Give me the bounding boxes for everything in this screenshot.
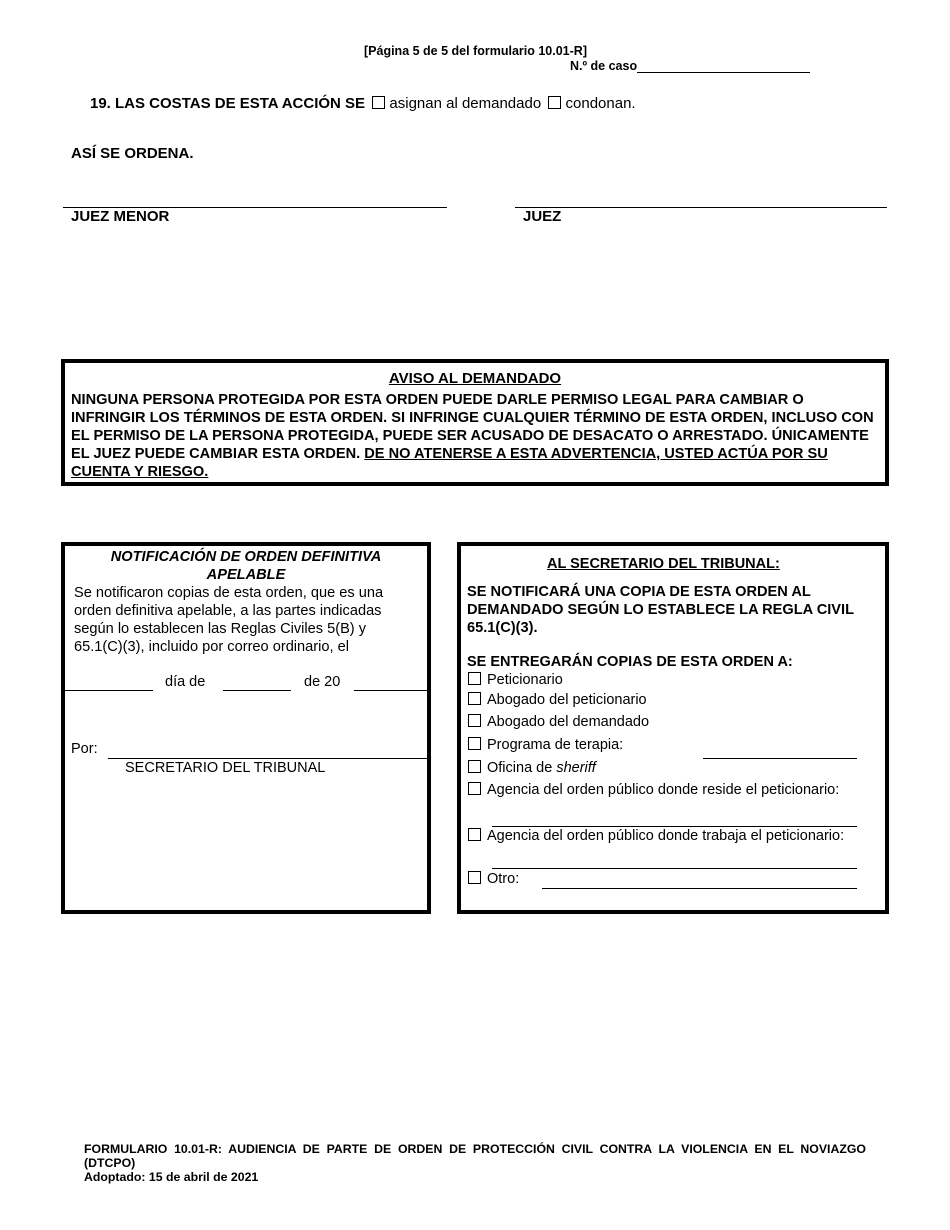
case-number-label: N.º de caso <box>570 59 638 73</box>
costs-waived-label: condonan. <box>565 95 636 112</box>
copy-recipient-other <box>468 871 519 887</box>
by-label: Por: <box>71 741 98 757</box>
work-police-checkbox[interactable] <box>468 828 481 841</box>
work-police-label: Agencia del orden público donde trabaja el peticionario: <box>487 828 845 844</box>
final-order-notice-box <box>61 542 431 914</box>
magistrate-label: JUEZ MENOR <box>71 208 170 225</box>
residence-police-checkbox[interactable] <box>468 782 481 795</box>
work-police-field[interactable] <box>492 868 857 869</box>
notice-box <box>61 359 889 486</box>
counseling-checkbox[interactable] <box>468 737 481 750</box>
form-title: FORMULARIO 10.01-R: AUDIENCIA DE PARTE DE ORDEN DE PROTECCIÓN CIVIL CONTRA LA VIOLENCIA EN EL NOVIAZGO (DTCPO) <box>84 1142 866 1170</box>
day-of-label: día de <box>165 674 206 690</box>
sheriff-word: sheriff <box>556 760 596 776</box>
notice-body <box>71 391 879 481</box>
day-field[interactable] <box>65 690 153 691</box>
respondent-attorney-checkbox[interactable] <box>468 714 481 727</box>
petitioner-checkbox[interactable] <box>468 672 481 685</box>
judge-signature-line[interactable] <box>515 207 887 208</box>
petitioner-attorney-checkbox[interactable] <box>468 692 481 705</box>
copy-recipient-petitioner-attorney <box>468 692 647 708</box>
other-checkbox[interactable] <box>468 871 481 884</box>
counseling-field[interactable] <box>703 758 857 759</box>
of-20-label: de 20 <box>304 674 341 690</box>
clerk-signature-line[interactable] <box>108 758 427 759</box>
petitioner-attorney-label: Abogado del peticionario <box>487 692 647 708</box>
notice-text: NINGUNA PERSONA PROTEGIDA POR ESTA ORDEN PUEDE DARLE PERMISO LEGAL PARA CAMBIAR O INFRINGIR LOS TÉRMINOS DE ESTA ORDEN. SI INFRINGE CUALQUIER TÉRMINO DE ESTA ORDEN, INCLUSO CON EL PERMISO DE LA PERSONA PROTEGIDA, PUEDE SER ACUSADO DE DESACATO O ARRESTADO. ÚNICAMENTE EL JUEZ PUEDE CAMBIAR ESTA ORDEN. <box>71 392 874 462</box>
copy-recipient-residence-police <box>468 782 839 798</box>
page-label: [Página 5 de 5 del formulario 10.01-R] <box>364 44 587 58</box>
copy-recipient-counseling <box>468 737 623 753</box>
copy-recipient-petitioner <box>468 672 563 688</box>
month-field[interactable] <box>223 690 291 691</box>
costs-assigned-label: asignan al demandado <box>389 95 542 112</box>
so-ordered: ASÍ SE ORDENA. <box>71 145 194 162</box>
costs-assigned-checkbox[interactable] <box>372 96 385 109</box>
other-field[interactable] <box>542 888 857 889</box>
residence-police-field[interactable] <box>492 826 857 827</box>
sheriff-checkbox[interactable] <box>468 760 481 773</box>
clerk-label: SECRETARIO DEL TRIBUNAL <box>125 760 326 776</box>
judge-label: JUEZ <box>523 208 562 225</box>
clerk-title: AL SECRETARIO DEL TRIBUNAL: <box>547 556 780 572</box>
item-19-text: 19. LAS COSTAS DE ESTA ACCIÓN SE <box>90 95 366 112</box>
notice-warning: DE NO ATENERSE A ESTA ADVERTENCIA, USTED ACTÚA POR SU CUENTA Y RIESGO. <box>71 446 828 480</box>
copy-recipient-respondent-attorney <box>468 714 649 730</box>
case-number-field[interactable] <box>637 72 810 73</box>
sheriff-label: Oficina de <box>487 760 553 776</box>
adopted-date: Adoptado: 15 de abril de 2021 <box>84 1170 259 1184</box>
item-19 <box>90 95 636 112</box>
other-label: Otro: <box>487 871 520 887</box>
petitioner-label: Peticionario <box>487 672 563 688</box>
notice-title: AVISO AL DEMANDADO <box>388 370 562 387</box>
residence-police-label: Agencia del orden público donde reside el peticionario: <box>487 782 840 798</box>
year-field[interactable] <box>354 690 427 691</box>
counseling-label: Programa de terapia: <box>487 737 624 753</box>
costs-waived-checkbox[interactable] <box>548 96 561 109</box>
copy-recipient-sheriff <box>468 760 596 776</box>
copy-recipient-work-police <box>468 828 844 844</box>
final-order-body: Se notificaron copias de esta orden, que es una orden definitiva apelable, a las partes indicadas según lo establecen las Reglas Civiles 5(B) y 65.1(C)(3), incluido por correo ordinario, el <box>74 585 384 655</box>
clerk-serve-text: SE NOTIFICARÁ UNA COPIA DE ESTA ORDEN AL DEMANDADO SEGÚN LO ESTABLECE LA REGLA CIVIL 65.1(C)(3). <box>467 584 854 636</box>
final-order-title: NOTIFICACIÓN DE ORDEN DEFINITIVA APELABLE <box>110 549 382 583</box>
respondent-attorney-label: Abogado del demandado <box>487 714 650 730</box>
copies-heading: SE ENTREGARÁN COPIAS DE ESTA ORDEN A: <box>467 654 793 670</box>
